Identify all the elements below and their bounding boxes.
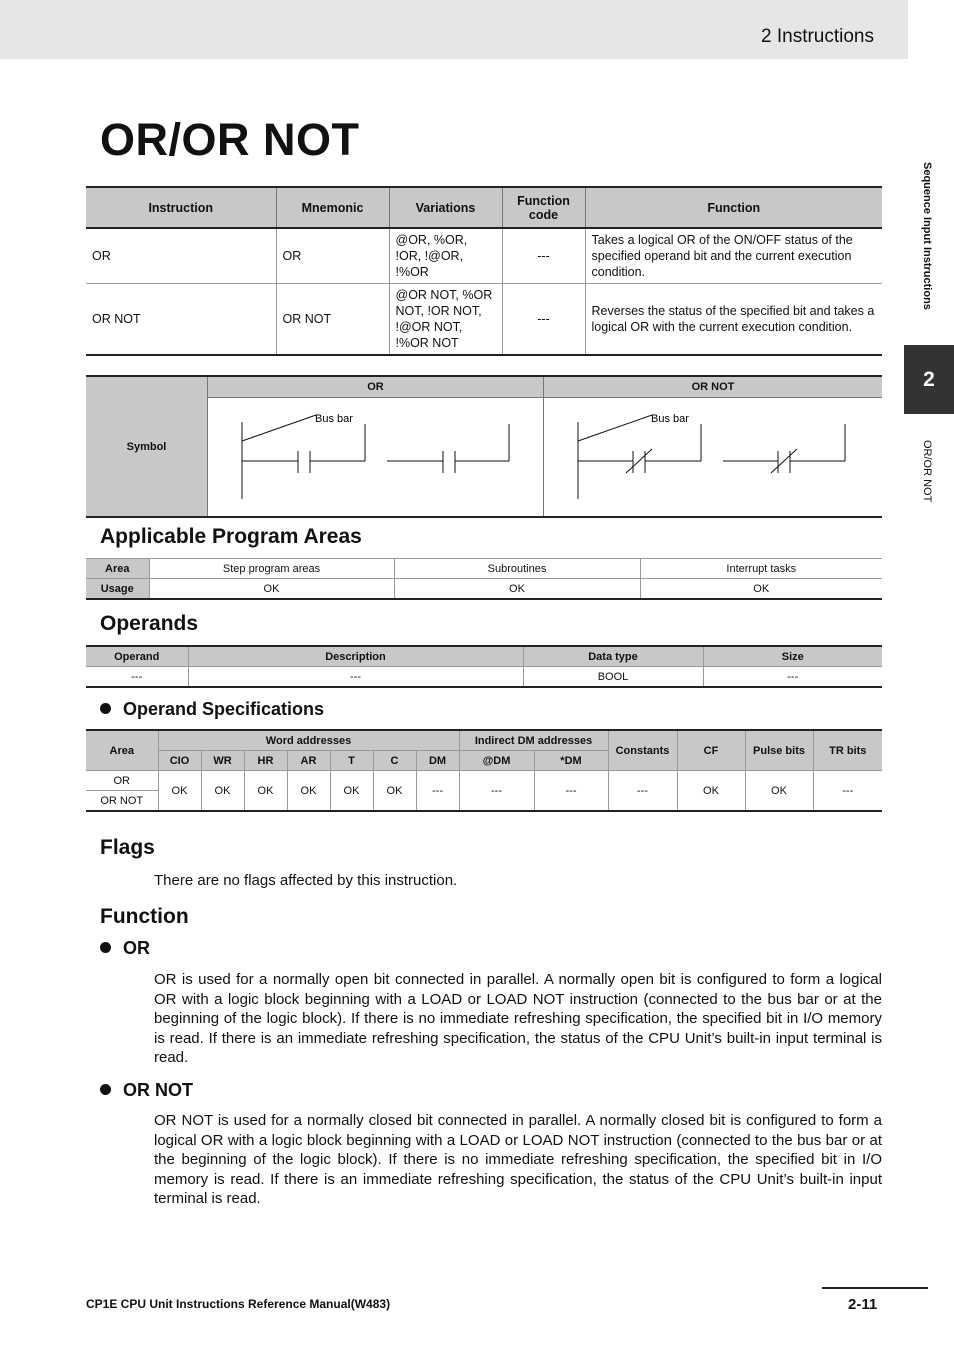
areas-col-interrupt: Interrupt tasks: [640, 559, 882, 579]
flags-heading: Flags: [100, 836, 155, 859]
sub-t: T: [330, 751, 373, 771]
indirect-dm-header: Indirect DM addresses: [459, 730, 608, 751]
or-ladder-diagram: [208, 398, 544, 516]
bullet-icon: [100, 703, 111, 714]
spec-value: ---: [534, 771, 608, 812]
symbol-or-header: OR: [208, 377, 544, 398]
page-number: 2-11: [848, 1296, 878, 1313]
cell-function: Reverses the status of the specified bit and takes a logical OR with the current execution condition.: [585, 284, 882, 356]
sub-dm: DM: [416, 751, 459, 771]
sub-at-dm: @DM: [459, 751, 534, 771]
cell-instruction: OR: [86, 228, 276, 284]
chapter-tab: 2: [904, 345, 954, 414]
or-ladder-svg: [208, 398, 543, 516]
ornot-ladder-diagram: [544, 398, 882, 516]
cell-mnemonic: OR: [276, 228, 389, 284]
col-instruction: Instruction: [86, 187, 276, 228]
spec-value: OK: [244, 771, 287, 812]
operand-spec-heading: Operand Specifications: [100, 699, 324, 720]
side-section-title: Sequence Input Instructions: [921, 162, 933, 310]
chapter-header: 2 Instructions: [761, 26, 874, 47]
tr-bits-header: TR bits: [813, 730, 882, 771]
sub-hr: HR: [244, 751, 287, 771]
constants-header: Constants: [608, 730, 677, 771]
ornot-ladder-svg: [544, 398, 882, 516]
busbar-label: Bus bar: [651, 413, 689, 425]
symbol-ornot-header: OR NOT: [544, 377, 882, 398]
word-addresses-header: Word addresses: [158, 730, 459, 751]
spec-value: OK: [745, 771, 813, 812]
spec-value: OK: [201, 771, 244, 812]
description-cell: ---: [188, 667, 523, 688]
bullet-icon: [100, 1084, 111, 1095]
ornot-subheading: OR NOT: [100, 1080, 193, 1101]
sub-wr: WR: [201, 751, 244, 771]
datatype-col: Data type: [523, 646, 703, 667]
col-mnemonic: Mnemonic: [276, 187, 389, 228]
program-areas-table: [86, 558, 882, 600]
spec-value: ---: [416, 771, 459, 812]
page-title: OR/OR NOT: [100, 114, 360, 165]
symbol-label: Symbol: [86, 377, 208, 516]
areas-heading: Applicable Program Areas: [100, 525, 362, 548]
instruction-table: [86, 186, 882, 356]
sub-ar: AR: [287, 751, 330, 771]
sub-cio: CIO: [158, 751, 201, 771]
ornot-description: OR NOT is used for a normally closed bit connected in parallel. A normally closed bit is configured to form a logical OR with a logic block beginning with a LOAD or LOAD NOT instruction (connected to the bus bar or at the beginning of the logic block). If there is no immediate refreshing specification, the specified bit in I/O memory is read. If there is an immediate refreshing specification, the status of the CPU Unit’s built-in input terminal is read.: [154, 1112, 882, 1207]
cell-function-code: ---: [502, 228, 585, 284]
cell-function: Takes a logical OR of the ON/OFF status of the specified operand bit and the current execution condition.: [585, 228, 882, 284]
manual-title: CP1E CPU Unit Instructions Reference Manual(W483): [86, 1297, 391, 1311]
size-col: Size: [703, 646, 882, 667]
operands-table: [86, 645, 882, 688]
bullet-icon: [100, 942, 111, 953]
pulse-bits-header: Pulse bits: [745, 730, 813, 771]
symbol-table: [86, 375, 882, 518]
areas-value: OK: [394, 579, 640, 600]
cf-header: CF: [677, 730, 745, 771]
col-function-code: Function code: [502, 187, 585, 228]
function-heading: Function: [100, 905, 189, 928]
cell-instruction: OR NOT: [86, 284, 276, 356]
spec-value: OK: [287, 771, 330, 812]
operands-heading: Operands: [100, 612, 199, 635]
side-subsection: OR/OR NOT: [921, 440, 933, 503]
areas-area-label: Area: [86, 559, 149, 579]
spec-row-or: OR: [86, 771, 158, 791]
or-subheading: OR: [100, 938, 150, 959]
areas-value: OK: [149, 579, 394, 600]
spec-value: OK: [373, 771, 416, 812]
spec-row-ornot: OR NOT: [86, 791, 158, 812]
areas-col-subroutines: Subroutines: [394, 559, 640, 579]
spec-area-header: Area: [86, 730, 158, 771]
spec-value: OK: [158, 771, 201, 812]
datatype-cell: BOOL: [523, 667, 703, 688]
operand-cell: ---: [86, 667, 188, 688]
spec-value: OK: [330, 771, 373, 812]
spec-value: OK: [677, 771, 745, 812]
spec-value: ---: [459, 771, 534, 812]
cell-function-code: ---: [502, 284, 585, 356]
col-function: Function: [585, 187, 882, 228]
areas-value: OK: [640, 579, 882, 600]
or-description: OR is used for a normally open bit connected in parallel. A normally open bit is configured to form a logical OR with a logic block beginning with a LOAD or LOAD NOT instruction (connected to the bus bar or at the beginning of the logic block). If there is no immediate refreshing specification, the specified bit in I/O memory is read. If there is an immediate refreshing specification, the status of the CPU Unit’s built-in input terminal is read.: [154, 971, 882, 1066]
sub-star-dm: *DM: [534, 751, 608, 771]
footer-rule: [822, 1287, 928, 1289]
size-cell: ---: [703, 667, 882, 688]
cell-mnemonic: OR NOT: [276, 284, 389, 356]
flags-text: There are no flags affected by this instruction.: [154, 872, 458, 889]
col-variations: Variations: [389, 187, 502, 228]
sub-c: C: [373, 751, 416, 771]
busbar-label: Bus bar: [315, 413, 353, 425]
areas-col-step: Step program areas: [149, 559, 394, 579]
table-row: [86, 228, 882, 284]
spec-value: ---: [813, 771, 882, 812]
cell-variations: @OR, %OR, !OR, !@OR, !%OR: [389, 228, 502, 284]
spec-value: ---: [608, 771, 677, 812]
operand-col: Operand: [86, 646, 188, 667]
description-col: Description: [188, 646, 523, 667]
areas-usage-label: Usage: [86, 579, 149, 600]
table-row: [86, 284, 882, 356]
cell-variations: @OR NOT, %OR NOT, !OR NOT, !@OR NOT, !%OR NOT: [389, 284, 502, 356]
operand-spec-table: [86, 729, 882, 812]
